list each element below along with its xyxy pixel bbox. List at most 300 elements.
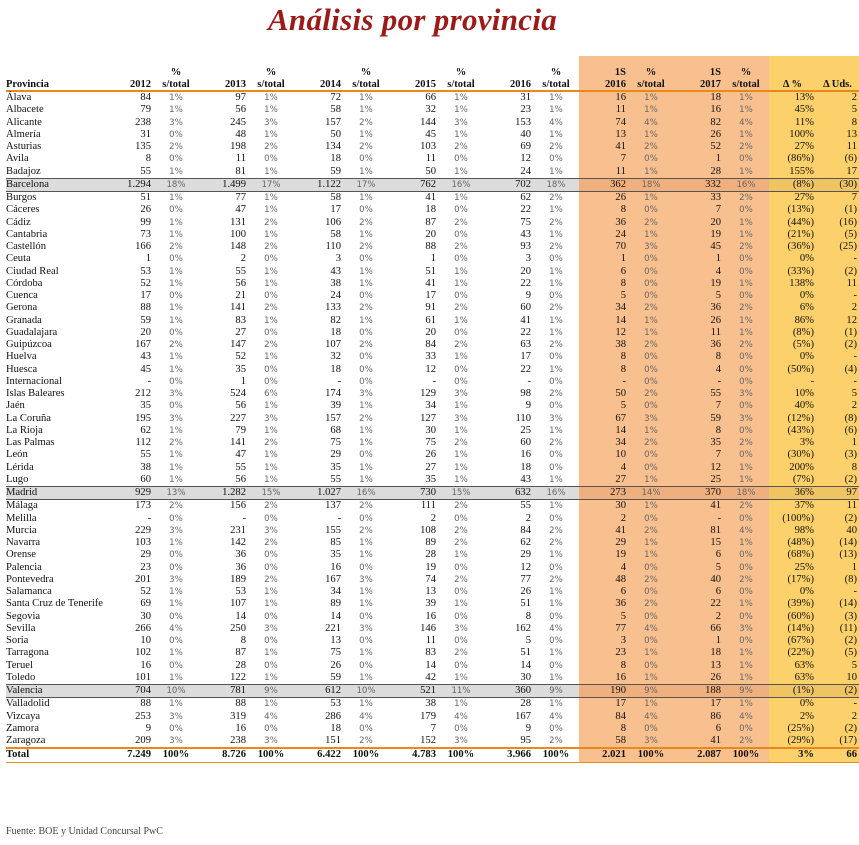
cell-col-11: 77: [579, 623, 628, 635]
cell-col-4: 1%: [264, 587, 278, 597]
cell-col-16: 97: [816, 487, 859, 500]
cell-col-1: 166: [135, 241, 151, 252]
cell-col-13: 41: [674, 735, 723, 748]
cell-col-8: 1%: [454, 166, 468, 177]
cell-col-15: -: [769, 376, 816, 388]
cell-col-1: 29: [140, 549, 151, 561]
cell-col-15: 40%: [769, 400, 816, 412]
cell-col-16: 11: [816, 141, 859, 153]
cell-col-9: -: [527, 375, 531, 387]
cell-col-9: 702: [484, 178, 533, 191]
cell-col-7: 38: [425, 698, 436, 710]
cell-col-7: 28: [425, 549, 436, 561]
cell-col-9: 30: [520, 671, 531, 683]
cell-col-16: 5: [816, 660, 859, 672]
cell-col-4: 4%: [264, 711, 278, 722]
cell-col-9: 22: [520, 326, 531, 338]
cell-col-10: 1%: [549, 474, 563, 485]
cell-col-5: 39: [330, 400, 341, 412]
province-name: Asturias: [6, 141, 42, 152]
table-row-navarra: [6, 537, 859, 549]
cell-col-15: 45%: [769, 104, 816, 116]
cell-col-16: -: [816, 253, 859, 265]
province-name: Málaga: [6, 500, 38, 512]
cell-col-12: 2%: [628, 217, 674, 229]
cell-col-4: 17%: [248, 178, 294, 191]
cell-col-6: 0%: [359, 205, 373, 216]
cell-col-16: 5: [816, 104, 859, 116]
cell-col-9: 22: [520, 363, 531, 375]
cell-col-14: 2%: [723, 735, 769, 748]
cell-col-5: 612: [294, 685, 343, 698]
cell-col-5: 137: [325, 500, 341, 512]
cell-col-16: (13): [816, 549, 859, 561]
cell-col-10: 0%: [549, 352, 563, 363]
cell-col-6: 1%: [359, 129, 373, 140]
cell-col-16: -: [816, 586, 859, 598]
cell-col-4: 1%: [264, 266, 278, 277]
province-name: Ceuta: [6, 253, 31, 265]
cell-col-14: 1%: [723, 462, 769, 474]
column-header-16: Δ Uds.: [816, 56, 859, 91]
cell-col-11: 5: [579, 400, 628, 412]
cell-col-11: 190: [579, 685, 628, 698]
cell-col-1: 101: [135, 671, 151, 683]
cell-col-14: 1%: [723, 537, 769, 549]
cell-col-3: 55: [235, 461, 246, 473]
cell-col-8: 0%: [454, 723, 468, 734]
cell-col-3: 83: [235, 314, 246, 326]
cell-col-6: 2%: [359, 525, 373, 536]
cell-col-4: 0%: [264, 513, 278, 524]
cell-col-15: 36%: [769, 487, 816, 500]
cell-col-14: 1%: [723, 647, 769, 659]
cell-col-5: 58: [330, 192, 341, 203]
cell-col-4: 1%: [264, 401, 278, 412]
province-name: Madrid: [6, 487, 104, 500]
cell-col-15: 11%: [769, 117, 816, 129]
cell-col-14: 1%: [723, 166, 769, 179]
cell-col-14: 1%: [723, 315, 769, 327]
cell-col-13: 5: [674, 562, 723, 574]
cell-col-10: 0%: [549, 401, 563, 412]
cell-col-1: 73: [140, 228, 151, 240]
cell-col-8: 0%: [454, 205, 468, 216]
cell-col-3: 55: [235, 265, 246, 277]
cell-col-7: 762: [389, 178, 438, 191]
cell-col-11: 58: [579, 735, 628, 748]
cell-col-9: 98: [520, 388, 531, 399]
cell-col-15: (30%): [769, 449, 816, 461]
cell-col-13: 33: [674, 192, 723, 205]
cell-col-4: 1%: [264, 229, 278, 240]
cell-col-8: 3%: [454, 413, 468, 424]
province-name: Almería: [6, 128, 41, 140]
cell-col-16: (14): [816, 537, 859, 549]
cell-col-10: 1%: [549, 315, 563, 326]
cell-col-2: 1%: [169, 166, 183, 177]
cell-col-9: 55: [520, 500, 531, 512]
cell-col-3: 27: [235, 326, 246, 338]
cell-col-15: 27%: [769, 141, 816, 153]
cell-col-6: 3%: [359, 389, 373, 399]
cell-col-14: 4%: [723, 525, 769, 537]
cell-col-16: (1): [816, 327, 859, 339]
cell-col-11: 8: [579, 351, 628, 363]
cell-col-4: 1%: [264, 205, 278, 216]
cell-col-14: 2%: [723, 500, 769, 513]
cell-col-3: 36: [235, 561, 246, 573]
cell-col-4: 0%: [264, 254, 278, 265]
cell-col-14: 2%: [723, 141, 769, 153]
province-name: Las Palmas: [6, 437, 55, 448]
cell-col-12: 3%: [628, 735, 674, 748]
cell-col-8: 1%: [454, 105, 468, 116]
cell-col-1: 7.249: [104, 748, 153, 762]
cell-col-13: 26: [674, 672, 723, 685]
cell-col-1: 929: [104, 487, 153, 500]
cell-col-10: 1%: [549, 364, 563, 375]
cell-col-6: 1%: [359, 93, 373, 103]
cell-col-14: 18%: [723, 487, 769, 500]
cell-col-1: 55: [140, 165, 151, 177]
cell-col-3: 88: [235, 698, 246, 710]
cell-col-3: 47: [235, 449, 246, 461]
cell-col-9: 60: [520, 437, 531, 448]
province-name: Palencia: [6, 561, 42, 573]
cell-col-13: 66: [674, 623, 723, 635]
cell-col-8: 0%: [454, 611, 468, 622]
table-row-ciudad-real: [6, 266, 859, 278]
cell-col-1: 99: [140, 216, 151, 228]
column-header-10: % s/total: [533, 56, 579, 91]
cell-col-16: (3): [816, 611, 859, 623]
cell-col-8: 1%: [454, 352, 468, 363]
cell-col-15: 0%: [769, 253, 816, 265]
table-row-leon: [6, 449, 859, 461]
cell-col-11: 3: [579, 635, 628, 647]
cell-col-14: 1%: [723, 217, 769, 229]
cell-col-3: 100: [230, 228, 246, 240]
province-name: Ciudad Real: [6, 265, 59, 277]
column-header-5: 2014: [294, 56, 343, 91]
cell-col-11: 26: [579, 192, 628, 205]
cell-col-12: 0%: [628, 364, 674, 376]
cell-col-15: (12%): [769, 413, 816, 425]
cell-col-16: 2: [816, 400, 859, 412]
cell-col-11: -: [579, 376, 628, 388]
cell-col-5: 26: [330, 659, 341, 671]
province-name: Lérida: [6, 461, 34, 473]
cell-col-5: 106: [325, 216, 341, 228]
cell-col-16: (6): [816, 153, 859, 165]
cell-col-2: 0%: [169, 291, 183, 301]
cell-col-16: (14): [816, 598, 859, 610]
table-row-internacional: [6, 376, 859, 388]
cell-col-1: 9: [145, 722, 151, 734]
cell-col-12: 4%: [628, 711, 674, 723]
cell-col-16: (2): [816, 723, 859, 735]
cell-col-7: 75: [425, 437, 436, 448]
table-row-lugo: [6, 474, 859, 487]
cell-col-11: 273: [579, 487, 628, 500]
cell-col-2: 0%: [169, 723, 183, 734]
cell-col-9: 9: [525, 722, 531, 734]
cell-col-6: 2%: [359, 736, 373, 746]
cell-col-7: 103: [420, 141, 436, 152]
cell-col-12: 0%: [628, 586, 674, 598]
table-header: [6, 56, 859, 91]
cell-col-2: 0%: [169, 327, 183, 338]
cell-col-15: 200%: [769, 462, 816, 474]
province-name: Huelva: [6, 351, 37, 363]
cell-col-13: 7: [674, 400, 723, 412]
cell-col-7: 35: [425, 473, 436, 485]
cell-col-10: 4%: [549, 117, 563, 128]
cell-col-15: (25%): [769, 723, 816, 735]
cell-col-4: 1%: [264, 315, 278, 326]
cell-col-3: 238: [230, 735, 246, 746]
cell-col-14: 0%: [723, 364, 769, 376]
cell-col-13: 59: [674, 413, 723, 425]
cell-col-3: 141: [230, 302, 246, 314]
cell-col-9: 25: [520, 424, 531, 436]
province-name: Sevilla: [6, 622, 36, 634]
cell-col-5: 68: [330, 424, 341, 436]
cell-col-5: 89: [330, 598, 341, 610]
cell-col-2: 2%: [169, 501, 183, 512]
cell-col-8: 1%: [454, 450, 468, 461]
cell-col-7: 152: [420, 735, 436, 746]
cell-col-11: 30: [579, 500, 628, 513]
table-row-cantabria: [6, 229, 859, 241]
table-row-segovia: [6, 611, 859, 623]
table-row-granada: [6, 315, 859, 327]
province-name: Cáceres: [6, 204, 40, 216]
cell-col-12: 0%: [628, 204, 674, 216]
cell-col-11: 48: [579, 574, 628, 586]
cell-col-2: 0%: [169, 154, 183, 165]
page-title: Análisis por provincia: [267, 2, 558, 37]
cell-col-14: 3%: [723, 388, 769, 400]
cell-col-14: 0%: [723, 635, 769, 647]
table-row-murcia: [6, 525, 859, 537]
cell-col-13: 16: [674, 104, 723, 116]
cell-col-4: 0%: [264, 660, 278, 671]
cell-col-10: 2%: [549, 193, 563, 203]
cell-col-5: 24: [330, 290, 341, 301]
cell-col-7: 91: [425, 302, 436, 314]
cell-col-3: 131: [230, 216, 246, 228]
column-header-2: % s/total: [153, 56, 199, 91]
cell-col-14: 0%: [723, 723, 769, 735]
cell-col-7: -: [432, 375, 436, 387]
cell-col-4: 2%: [264, 142, 278, 152]
cell-col-4: 2%: [264, 538, 278, 548]
cell-col-8: 1%: [454, 425, 468, 436]
cell-col-15: (36%): [769, 241, 816, 253]
cell-col-2: 1%: [169, 672, 183, 683]
cell-col-7: 74: [425, 573, 436, 585]
cell-col-8: 2%: [454, 438, 468, 448]
province-name: Castellón: [6, 241, 47, 252]
cell-col-7: 88: [425, 241, 436, 252]
cell-col-6: 1%: [359, 229, 373, 240]
cell-col-14: 0%: [723, 611, 769, 623]
table-row-caceres: [6, 204, 859, 216]
table-row-la-coruna: [6, 413, 859, 425]
cell-col-15: 100%: [769, 129, 816, 141]
cell-col-8: 0%: [454, 513, 468, 524]
cell-col-4: 100%: [248, 748, 294, 762]
cell-col-7: 20: [425, 326, 436, 338]
cell-col-2: 0%: [169, 254, 183, 265]
table-row-cuenca: [6, 290, 859, 302]
cell-col-15: (100%): [769, 513, 816, 525]
column-header-3: 2013: [199, 56, 248, 91]
cell-col-13: 6: [674, 586, 723, 598]
table-row-zamora: [6, 723, 859, 735]
cell-col-7: 27: [425, 461, 436, 473]
cell-col-3: -: [242, 512, 246, 524]
cell-col-9: 28: [520, 698, 531, 710]
cell-col-16: 66: [816, 748, 859, 762]
cell-col-7: 32: [425, 104, 436, 116]
cell-col-6: 10%: [343, 685, 389, 698]
cell-col-15: 25%: [769, 562, 816, 574]
cell-col-8: 0%: [454, 364, 468, 375]
cell-col-8: 3%: [454, 389, 468, 399]
cell-col-14: 4%: [723, 711, 769, 723]
cell-col-12: 0%: [628, 660, 674, 672]
cell-col-12: 1%: [628, 315, 674, 327]
cell-col-7: 42: [425, 671, 436, 683]
cell-col-3: 1.499: [199, 178, 248, 191]
cell-col-15: (86%): [769, 153, 816, 165]
cell-col-6: 0%: [359, 291, 373, 301]
cell-col-4: 1%: [264, 450, 278, 461]
cell-col-8: 2%: [454, 303, 468, 314]
cell-col-15: 98%: [769, 525, 816, 537]
cell-col-6: 3%: [359, 623, 373, 634]
cell-col-1: 102: [135, 647, 151, 659]
province-name: Navarra: [6, 537, 41, 548]
cell-col-7: 45: [425, 128, 436, 140]
cell-col-8: 1%: [454, 599, 468, 610]
header-row: [6, 56, 859, 91]
cell-col-4: 1%: [264, 352, 278, 363]
table-row-alicante: [6, 117, 859, 129]
cell-col-4: 3%: [264, 525, 278, 536]
cell-col-11: 4: [579, 562, 628, 574]
cell-col-3: 14: [235, 610, 246, 622]
cell-col-5: 50: [330, 128, 341, 140]
table-row-salamanca: [6, 586, 859, 598]
province-name: Albacete: [6, 104, 44, 116]
cell-col-1: 30: [140, 610, 151, 622]
cell-col-6: 1%: [359, 166, 373, 177]
cell-col-7: 129: [420, 388, 436, 399]
cell-col-2: 0%: [169, 129, 183, 140]
table-row-alava: [6, 91, 859, 104]
cell-col-15: (50%): [769, 364, 816, 376]
cell-col-7: 26: [425, 449, 436, 461]
cell-col-2: 3%: [169, 389, 183, 399]
cell-col-11: 10: [579, 449, 628, 461]
cell-col-3: 781: [199, 685, 248, 698]
cell-col-5: 59: [330, 671, 341, 683]
cell-col-2: 1%: [169, 93, 183, 103]
cell-col-7: 83: [425, 647, 436, 659]
cell-col-4: 0%: [264, 723, 278, 734]
cell-col-8: 3%: [454, 736, 468, 746]
cell-col-13: 2: [674, 611, 723, 623]
cell-col-12: 3%: [628, 413, 674, 425]
cell-col-1: -: [147, 512, 151, 524]
cell-col-10: 1%: [549, 105, 563, 116]
cell-col-16: (6): [816, 425, 859, 437]
cell-col-3: 147: [230, 339, 246, 350]
table-row-huesca: [6, 364, 859, 376]
cell-col-8: 0%: [454, 229, 468, 240]
cell-col-13: 81: [674, 525, 723, 537]
cell-col-5: 17: [330, 204, 341, 216]
table-row-islas-baleares: [6, 388, 859, 400]
cell-col-10: 1%: [549, 699, 563, 710]
cell-col-3: 250: [230, 622, 246, 634]
cell-col-13: 40: [674, 574, 723, 586]
cell-col-14: 3%: [723, 413, 769, 425]
cell-col-13: 19: [674, 229, 723, 241]
cell-col-11: 34: [579, 302, 628, 314]
cell-col-4: 1%: [264, 166, 278, 177]
cell-col-3: 97: [235, 92, 246, 103]
cell-col-12: 2%: [628, 525, 674, 537]
cell-col-12: 2%: [628, 339, 674, 351]
cell-col-3: 198: [230, 141, 246, 152]
cell-col-3: 79: [235, 424, 246, 436]
province-name: Cantabria: [6, 228, 48, 240]
cell-col-2: 3%: [169, 413, 183, 424]
cell-col-6: 0%: [359, 660, 373, 671]
cell-col-3: 87: [235, 647, 246, 659]
province-name: La Rioja: [6, 424, 43, 436]
cell-col-7: 39: [425, 598, 436, 610]
cell-col-12: 1%: [628, 425, 674, 437]
cell-col-7: 34: [425, 400, 436, 412]
cell-col-5: 32: [330, 351, 341, 363]
cell-col-1: 103: [135, 537, 151, 548]
cell-col-12: 14%: [628, 487, 674, 500]
cell-col-8: 11%: [438, 685, 484, 698]
table-row-valladolid: [6, 698, 859, 711]
cell-col-11: 19: [579, 549, 628, 561]
cell-col-12: 0%: [628, 462, 674, 474]
cell-col-7: 144: [420, 116, 436, 128]
table-row-guipuzcoa: [6, 339, 859, 351]
cell-col-3: 141: [230, 437, 246, 448]
cell-col-10: 2%: [549, 538, 563, 548]
table-row-santa-cruz-de-tenerife: [6, 598, 859, 610]
cell-col-1: 20: [140, 326, 151, 338]
cell-col-5: 38: [330, 277, 341, 289]
cell-col-8: 16%: [438, 178, 484, 191]
cell-col-12: 0%: [628, 562, 674, 574]
cell-col-16: -: [816, 698, 859, 711]
cell-col-9: 75: [520, 216, 531, 228]
cell-col-3: 21: [235, 290, 246, 301]
cell-col-4: 1%: [264, 278, 278, 289]
